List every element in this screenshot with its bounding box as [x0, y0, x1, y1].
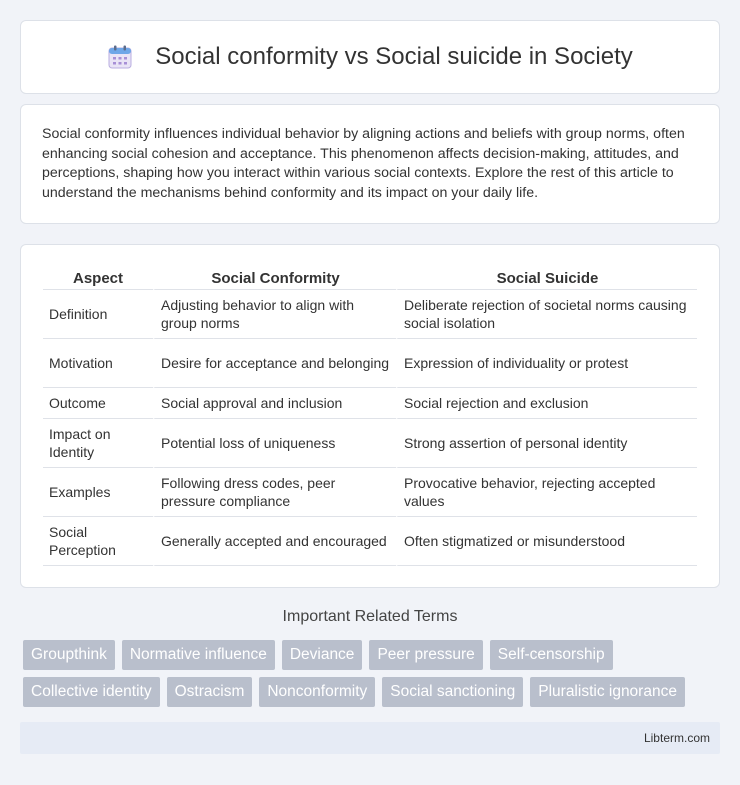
cell-aspect: Definition	[43, 290, 153, 339]
table-row	[43, 468, 697, 517]
tag-peer-pressure[interactable]: Peer pressure	[369, 640, 482, 670]
cell-conformity: Desire for acceptance and belonging	[153, 339, 396, 388]
table-row	[43, 419, 697, 468]
related-terms-title: Important Related Terms	[282, 608, 458, 625]
page-title: Social conformity vs Social suicide in Society	[155, 43, 633, 70]
table-row	[43, 290, 697, 339]
header-social-suicide: Social Suicide	[396, 266, 697, 290]
cell-aspect: Motivation	[43, 339, 153, 388]
cell-aspect: Outcome	[43, 388, 153, 419]
tag-social-sanctioning[interactable]: Social sanctioning	[382, 677, 523, 707]
intro-text: Social conformity influences individual behavior by aligning actions and beliefs with group norms, often enhancing social cohesion and acceptance. This phenomenon affects decision-making, attitudes, and perceptions, shaping how you interact within various social contexts. Explore the rest of this article to understand the mechanisms behind conformity and its impact on your daily life.	[42, 126, 685, 201]
cell-conformity: Generally accepted and encouraged	[153, 517, 396, 566]
intro-card	[20, 104, 720, 224]
cell-aspect: Social Perception	[43, 517, 153, 566]
footer-site-link[interactable]: Libterm.com	[643, 731, 710, 745]
cell-conformity: Social approval and inclusion	[153, 388, 396, 419]
cell-conformity: Following dress codes, peer pressure compliance	[153, 468, 396, 517]
tag-row	[23, 677, 723, 707]
header-social-conformity: Social Conformity	[153, 266, 396, 290]
footer	[20, 722, 720, 754]
related-terms-tags	[23, 640, 723, 714]
cell-suicide: Social rejection and exclusion	[396, 388, 697, 419]
tag-row	[23, 640, 723, 670]
tag-self-censorship[interactable]: Self-censorship	[490, 640, 613, 670]
calendar-icon	[107, 44, 133, 70]
tag-ostracism[interactable]: Ostracism	[167, 677, 253, 707]
cell-suicide: Strong assertion of personal identity	[396, 419, 697, 468]
cell-aspect: Examples	[43, 468, 153, 517]
table-row	[43, 517, 697, 566]
cell-conformity: Adjusting behavior to align with group norms	[153, 290, 396, 339]
table-row	[43, 339, 697, 388]
cell-suicide: Often stigmatized or misunderstood	[396, 517, 697, 566]
cell-aspect: Impact on Identity	[43, 419, 153, 468]
tag-collective-identity[interactable]: Collective identity	[23, 677, 160, 707]
tag-nonconformity[interactable]: Nonconformity	[259, 677, 375, 707]
table-row	[43, 388, 697, 419]
comparison-table	[43, 266, 697, 566]
cell-suicide: Deliberate rejection of societal norms causing social isolation	[396, 290, 697, 339]
cell-suicide: Expression of individuality or protest	[396, 339, 697, 388]
tag-groupthink[interactable]: Groupthink	[23, 640, 115, 670]
table-header-row	[43, 266, 697, 290]
header-card	[20, 20, 720, 94]
cell-suicide: Provocative behavior, rejecting accepted values	[396, 468, 697, 517]
tag-deviance[interactable]: Deviance	[282, 640, 363, 670]
cell-conformity: Potential loss of uniqueness	[153, 419, 396, 468]
tag-pluralistic-ignorance[interactable]: Pluralistic ignorance	[530, 677, 685, 707]
header-aspect: Aspect	[43, 266, 153, 290]
comparison-card	[20, 244, 720, 588]
tag-normative-influence[interactable]: Normative influence	[122, 640, 275, 670]
